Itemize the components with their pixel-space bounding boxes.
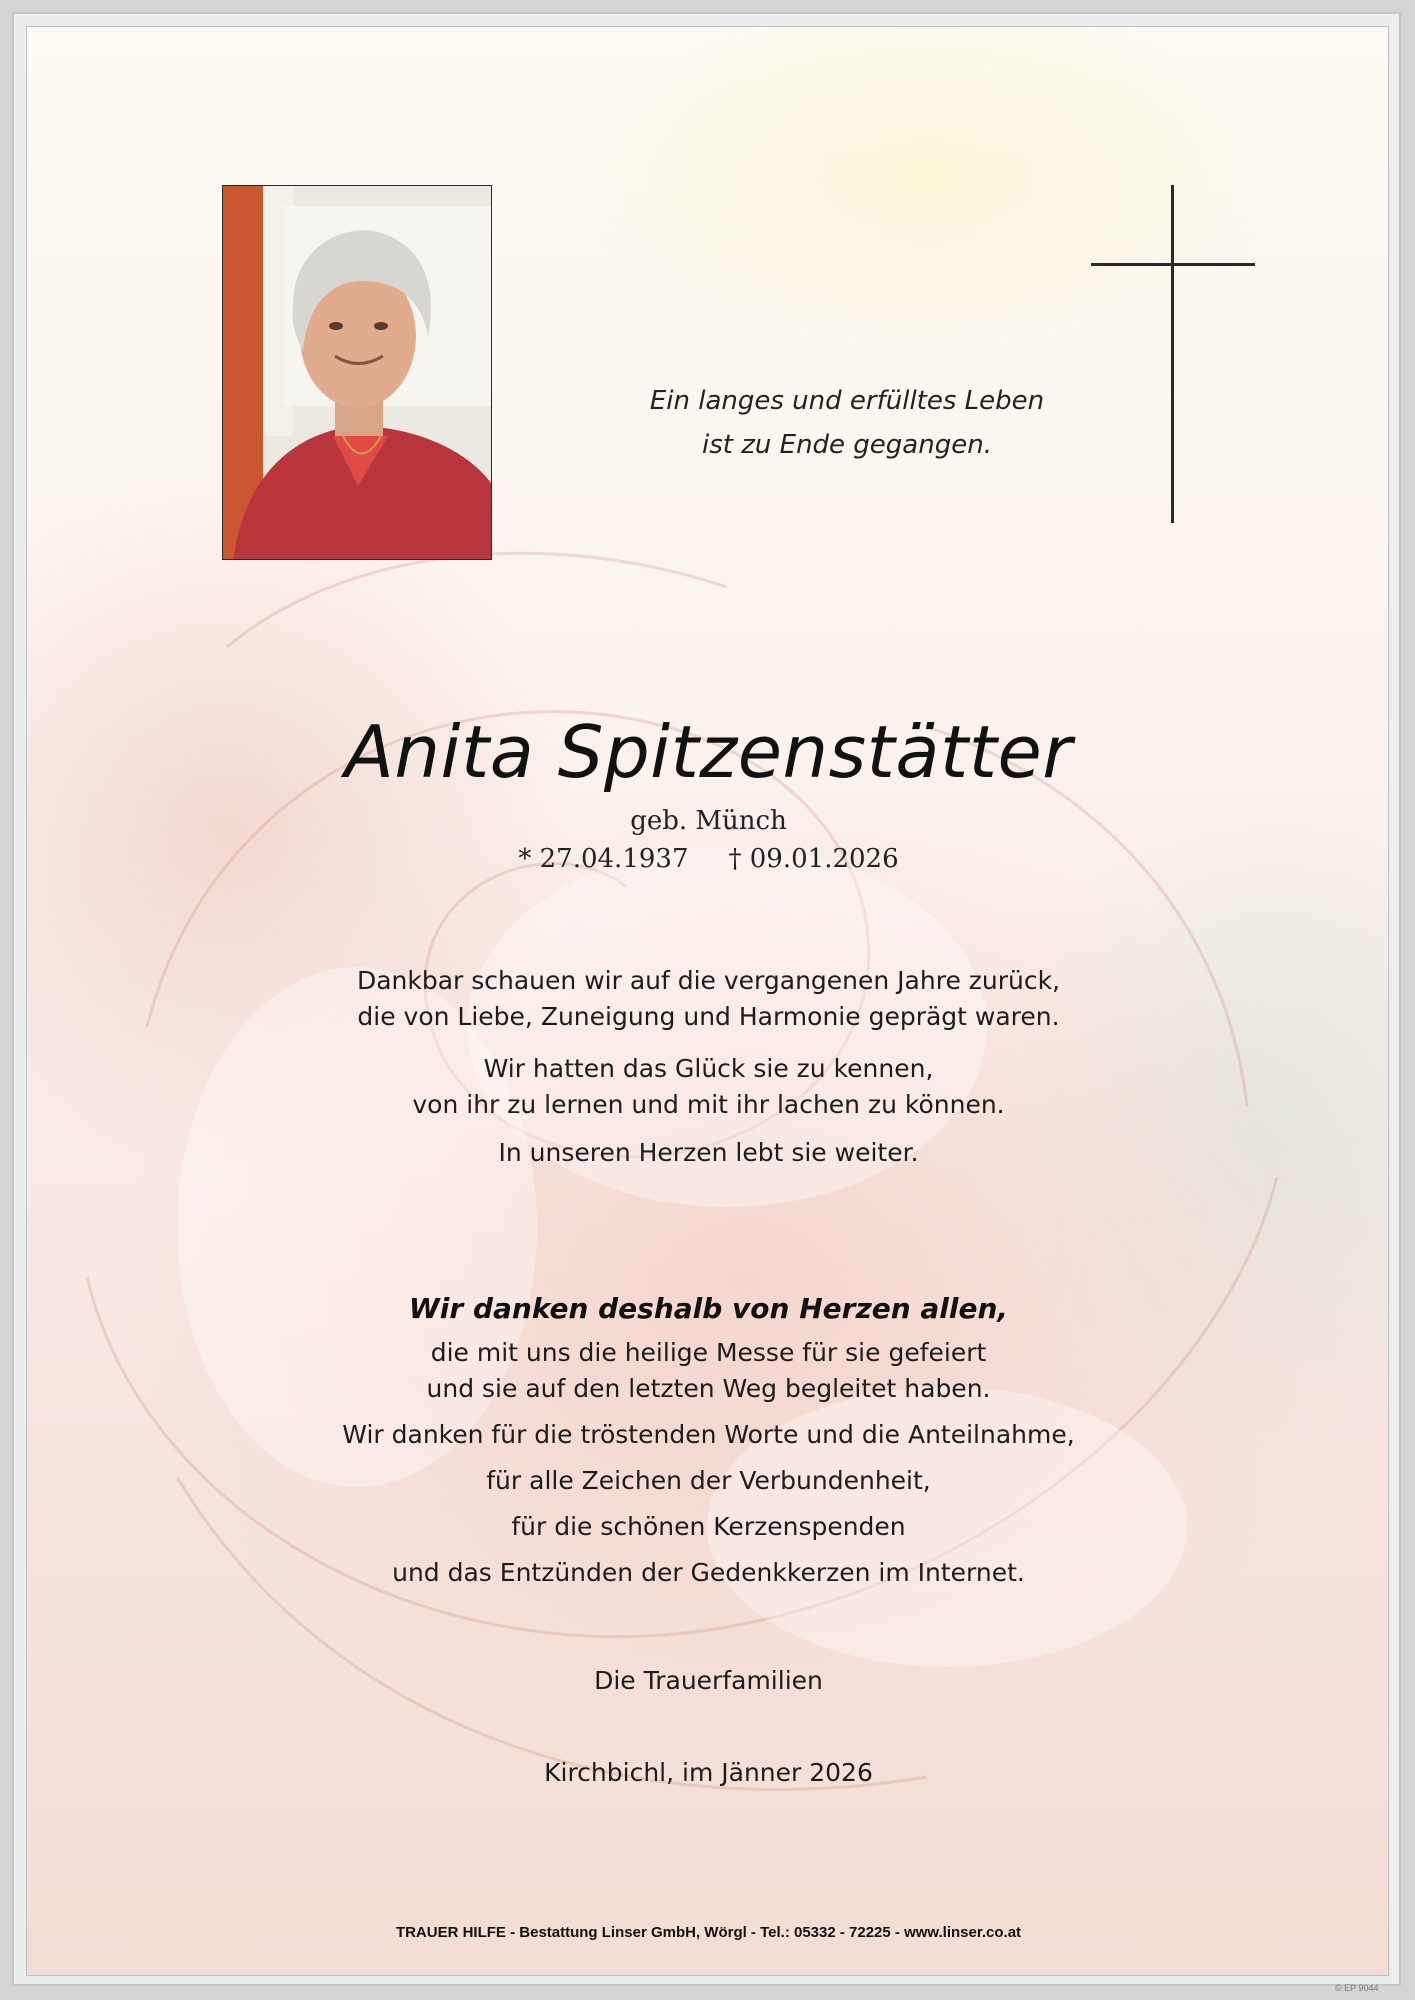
- verse-line: In unseren Herzen lebt sie weiter.: [498, 1138, 919, 1167]
- verse-paragraph-3: [27, 1135, 1389, 1171]
- verse-line: Wir hatten das Glück sie zu kennen,: [483, 1054, 934, 1083]
- verse-line: Dankbar schauen wir auf die vergangenen Jahre zurück,: [356, 966, 1061, 995]
- quote-line: Ein langes und erfülltes Leben: [649, 386, 1045, 416]
- thanks-line: für die schönen Kerzenspenden: [511, 1512, 906, 1541]
- verse-line: von ihr zu lernen und mit ihr lachen zu können.: [412, 1090, 1005, 1119]
- thanks-line: für alle Zeichen der Verbundenheit,: [486, 1466, 931, 1495]
- verse-line: die von Liebe, Zuneigung und Harmonie geprägt waren.: [357, 1002, 1060, 1031]
- thanks-line: und sie auf den letzten Weg begleitet haben.: [426, 1374, 991, 1403]
- cross-icon: [1091, 185, 1255, 523]
- verse-paragraph-2: [27, 1051, 1389, 1123]
- thanks-line: Wir danken für die tröstenden Worte und die Anteilnahme,: [342, 1420, 1075, 1449]
- quote-line: ist zu Ende gegangen.: [702, 430, 992, 460]
- life-dates: [27, 841, 1389, 877]
- portrait-photo: [222, 185, 492, 560]
- death-date: † 09.01.2026: [728, 844, 899, 874]
- place-and-date: Kirchbichl, im Jänner 2026: [544, 1758, 873, 1787]
- birth-date: * 27.04.1937: [518, 844, 689, 874]
- signature: Die Trauerfamilien: [594, 1666, 823, 1695]
- deceased-name: Anita Spitzenstätter: [344, 710, 1073, 794]
- thanks-line: und das Entzünden der Gedenkkerzen im Internet.: [392, 1558, 1025, 1587]
- verse-paragraph-1: [27, 963, 1389, 1035]
- maiden-name: geb. Münch: [630, 806, 787, 836]
- obituary-card: [26, 26, 1389, 1976]
- thanks-heading: Wir danken deshalb von Herzen allen,: [408, 1292, 1009, 1325]
- funeral-home-footer: TRAUER HILFE - Bestattung Linser GmbH, Wörgl - Tel.: 05332 - 72225 - www.linser.co.at: [395, 1924, 1022, 1941]
- opening-quote: [587, 379, 1107, 467]
- copyright-mark: © EP 9044: [1335, 1983, 1379, 1993]
- thanks-line: die mit uns die heilige Messe für sie gefeiert: [430, 1338, 987, 1367]
